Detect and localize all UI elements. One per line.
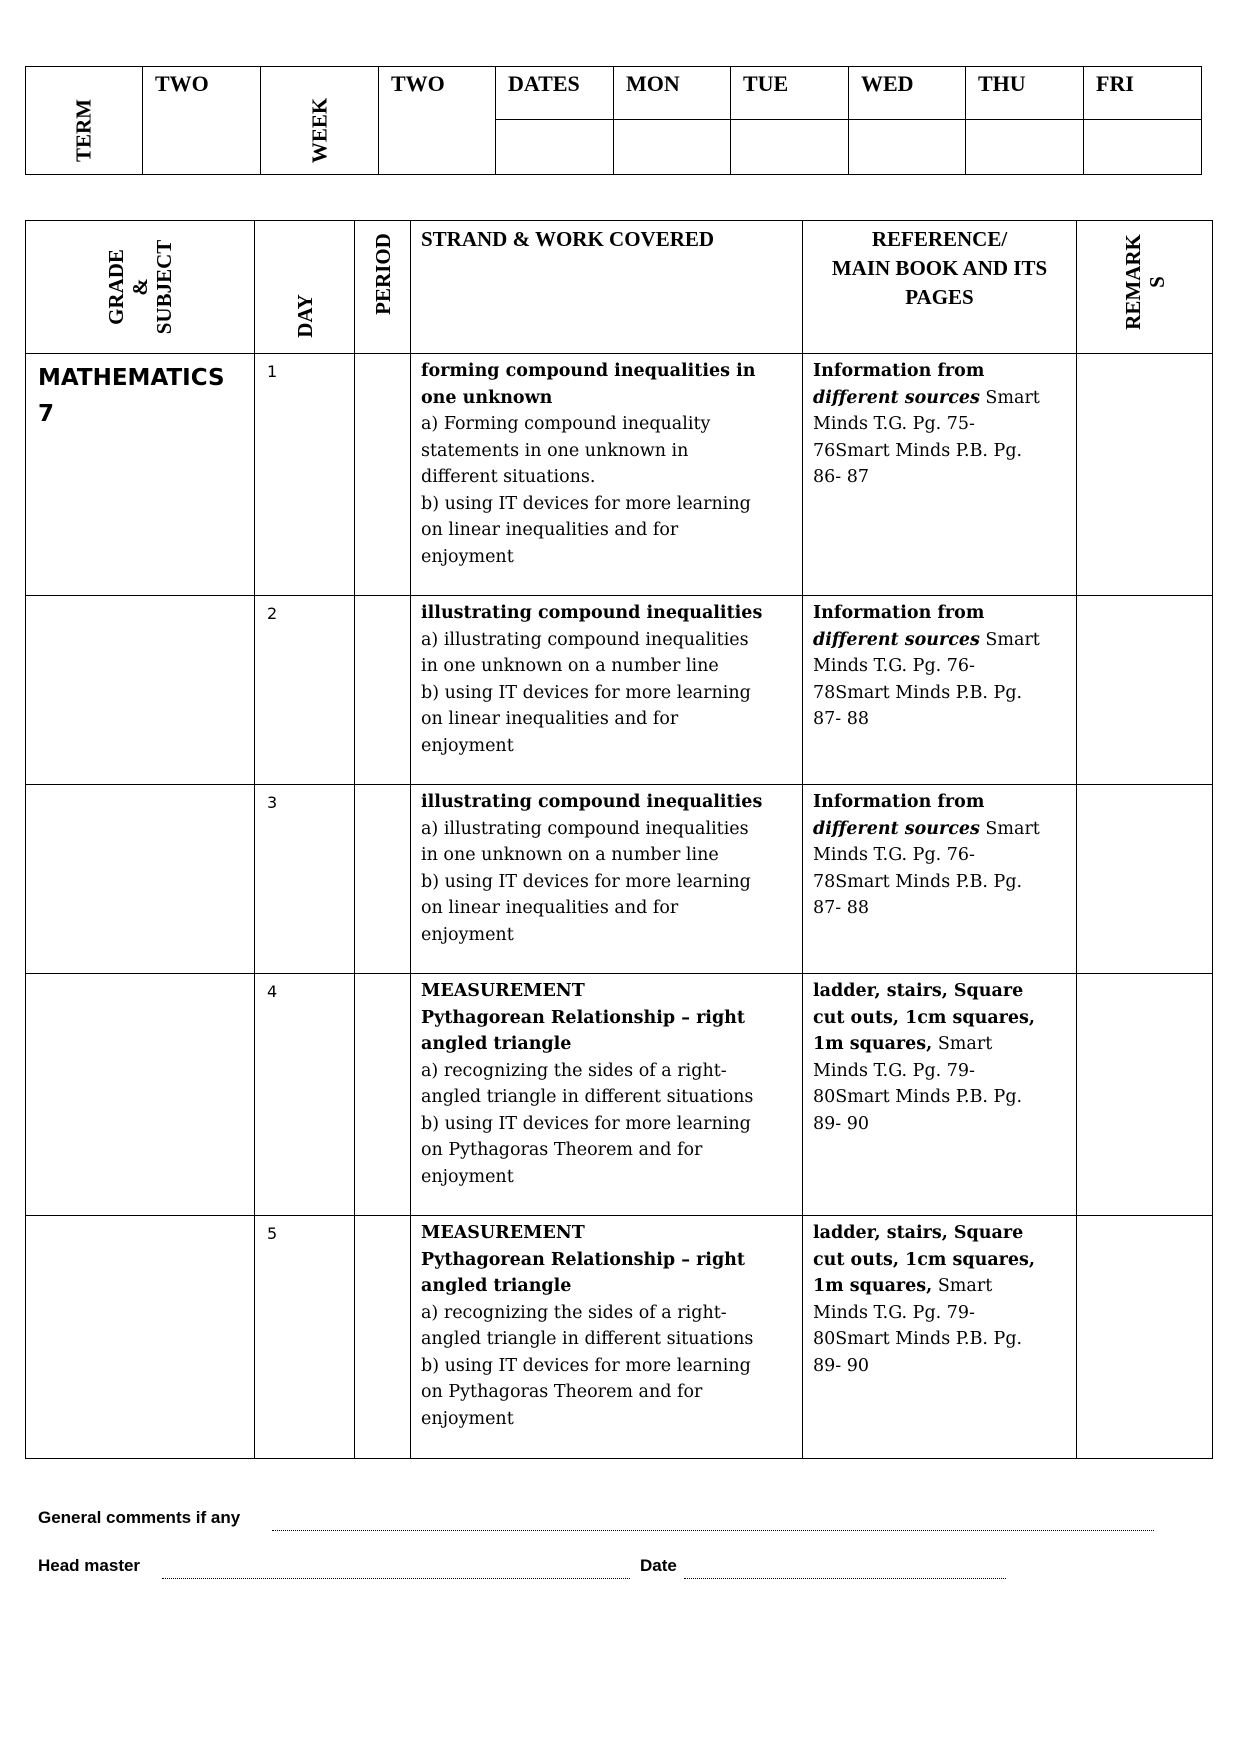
reference-resource-text: 1m squares, xyxy=(813,1034,933,1054)
reference-header-line2: MAIN BOOK AND ITS xyxy=(831,256,1048,280)
grade-header-text: GRADE xyxy=(104,249,128,325)
reference-source-italic: different sources xyxy=(813,387,980,408)
subject-cell[interactable] xyxy=(26,785,255,974)
reference-page-line: 89- 90 xyxy=(813,1113,870,1134)
reference-page-line: Minds T.G. Pg. 76- xyxy=(813,656,975,676)
reference-page-line: 89- 90 xyxy=(813,1355,870,1376)
remarks-cell[interactable] xyxy=(1077,354,1213,596)
week-label: WEEK xyxy=(307,97,331,164)
general-comments-label: General comments if any xyxy=(38,1508,241,1527)
day-cell xyxy=(255,354,355,596)
work-detail-line: a) Forming compound inequality xyxy=(421,414,711,434)
work-detail-line: in one unknown on a number line xyxy=(421,845,719,865)
work-detail-line: a) recognizing the sides of a right- xyxy=(421,1302,727,1323)
reference-page-line: 76Smart Minds P.B. Pg. xyxy=(813,440,1023,461)
term-value: TWO xyxy=(155,71,209,96)
period-cell[interactable] xyxy=(355,785,411,974)
date-mon-cell[interactable] xyxy=(614,120,731,175)
strand-header-text: STRAND & WORK COVERED xyxy=(421,227,715,251)
work-detail-line: different situations. xyxy=(421,467,596,487)
work-title-line: MEASUREMENT xyxy=(421,1223,585,1243)
period-cell[interactable] xyxy=(355,596,411,785)
day-number: 3 xyxy=(267,793,278,812)
remarks-header-line1: REMARK xyxy=(1120,233,1145,330)
reference-page-line: 80Smart Minds P.B. Pg. xyxy=(813,1087,1023,1107)
work-title-line: one unknown xyxy=(421,387,553,408)
work-title-line: MEASUREMENT xyxy=(421,981,585,1001)
work-title-line: Pythagorean Relationship – right xyxy=(421,1249,745,1270)
dates-label: DATES xyxy=(508,71,580,96)
reference-page-line: 78Smart Minds P.B. Pg. xyxy=(813,682,1023,703)
work-detail-line: enjoyment xyxy=(421,1408,514,1429)
work-detail-line: b) using IT devices for more learning xyxy=(421,871,751,892)
term-week-table xyxy=(25,66,1202,175)
reference-header-line1: REFERENCE/ xyxy=(871,227,1008,251)
reference-source-italic: different sources xyxy=(813,629,980,650)
work-covered-cell xyxy=(411,1216,803,1459)
day-wed-label: WED xyxy=(861,71,914,96)
work-covered-cell xyxy=(411,785,803,974)
reference-page-line: Minds T.G. Pg. 76- xyxy=(813,845,975,865)
day-header-wed xyxy=(849,67,966,120)
work-title-line: angled triangle xyxy=(421,1276,572,1296)
subject-cell xyxy=(26,354,255,596)
reference-book-text: Smart xyxy=(932,1034,993,1054)
reference-book-text: Smart xyxy=(932,1276,993,1296)
day-fri-label: FRI xyxy=(1096,71,1134,96)
work-detail-line: on linear inequalities and for xyxy=(421,898,679,918)
reference-page-line: Minds T.G. Pg. 75- xyxy=(813,414,975,434)
week-label-cell xyxy=(261,67,379,175)
work-detail-line: on linear inequalities and for xyxy=(421,709,679,729)
reference-page-line: 87- 88 xyxy=(813,898,870,918)
reference-header xyxy=(803,221,1077,354)
headmaster-label: Head master xyxy=(38,1556,141,1575)
reference-cell xyxy=(803,354,1077,596)
reference-source-line: Information from xyxy=(813,603,985,623)
lesson-row xyxy=(26,596,1213,785)
period-cell[interactable] xyxy=(355,1216,411,1459)
day-cell xyxy=(255,1216,355,1459)
day-cell xyxy=(255,596,355,785)
day-header-text: DAY xyxy=(292,294,317,338)
term-label: TERM xyxy=(71,99,96,162)
week-value-cell xyxy=(379,67,496,175)
work-detail-line: angled triangle in different situations xyxy=(421,1329,754,1349)
date-tue-cell[interactable] xyxy=(731,120,849,175)
day-number: 5 xyxy=(267,1224,278,1243)
reference-page-line: 86- 87 xyxy=(813,467,870,487)
reference-page-line: 87- 88 xyxy=(813,709,870,729)
day-thu-label: THU xyxy=(978,71,1026,96)
day-mon-label: MON xyxy=(626,71,680,96)
reference-page-line: Minds T.G. Pg. 79- xyxy=(813,1060,975,1081)
work-title-line: illustrating compound inequalities xyxy=(421,792,763,812)
term-label-cell xyxy=(26,67,143,175)
remarks-cell[interactable] xyxy=(1077,1216,1213,1459)
reference-book-text: Smart xyxy=(979,629,1040,650)
week-value: TWO xyxy=(391,71,445,96)
subject-cell[interactable] xyxy=(26,596,255,785)
day-number: 4 xyxy=(267,982,278,1001)
reference-resource-line: cut outs, 1cm squares, xyxy=(813,1007,1035,1028)
general-comments-line[interactable] xyxy=(272,1530,1154,1531)
reference-book-text: Smart xyxy=(979,818,1040,839)
work-title-line: Pythagorean Relationship – right xyxy=(421,1007,745,1028)
date-fri-cell[interactable] xyxy=(1084,120,1202,175)
period-cell[interactable] xyxy=(355,974,411,1216)
reference-resource-line: cut outs, 1cm squares, xyxy=(813,1249,1035,1270)
work-detail-line: a) recognizing the sides of a right- xyxy=(421,1060,727,1081)
period-cell[interactable] xyxy=(355,354,411,596)
reference-page-line: Minds T.G. Pg. 79- xyxy=(813,1302,975,1323)
day-header-mon xyxy=(614,67,731,120)
grade-subject-header xyxy=(26,221,255,354)
period-header-text: PERIOD xyxy=(370,232,395,315)
reference-cell xyxy=(803,974,1077,1216)
work-covered-cell xyxy=(411,354,803,596)
subject-grade: 7 xyxy=(38,401,55,427)
work-detail-line: b) using IT devices for more learning xyxy=(421,493,751,514)
period-header xyxy=(355,221,411,354)
remarks-header-line2: S xyxy=(1144,275,1169,288)
reference-header-line3: PAGES xyxy=(905,285,974,309)
work-detail-line: on Pythagoras Theorem and for xyxy=(421,1140,703,1160)
day-cell xyxy=(255,974,355,1216)
dates-value-cell[interactable] xyxy=(496,120,614,175)
reference-resource-line: ladder, stairs, Square xyxy=(813,981,1024,1001)
subject-name: MATHEMATICS xyxy=(38,365,225,391)
day-cell xyxy=(255,785,355,974)
reference-source-line: Information from xyxy=(813,361,985,381)
strand-header xyxy=(411,221,803,354)
remarks-cell[interactable] xyxy=(1077,974,1213,1216)
date-line[interactable] xyxy=(684,1578,1006,1579)
reference-book-text: Smart xyxy=(979,387,1040,408)
work-detail-line: enjoyment xyxy=(421,1166,514,1187)
day-tue-label: TUE xyxy=(743,71,789,96)
work-title-line: illustrating compound inequalities xyxy=(421,603,763,623)
term-value-cell xyxy=(143,67,261,175)
amp-header-text: & xyxy=(128,278,152,296)
lesson-row xyxy=(26,974,1213,1216)
reference-source-line: Information from xyxy=(813,792,985,812)
work-detail-line: on Pythagoras Theorem and for xyxy=(421,1382,703,1402)
day-header-thu xyxy=(966,67,1084,120)
work-detail-line: a) illustrating compound inequalities xyxy=(421,629,749,650)
lesson-row xyxy=(26,354,1213,596)
date-label: Date xyxy=(640,1556,677,1575)
subject-header-text: SUBJECT xyxy=(152,239,176,335)
work-covered-cell xyxy=(411,596,803,785)
headmaster-signature-line[interactable] xyxy=(162,1578,630,1579)
day-number: 1 xyxy=(267,362,278,381)
work-detail-line: statements in one unknown in xyxy=(421,440,689,461)
day-header-fri xyxy=(1084,67,1202,120)
day-header-tue xyxy=(731,67,849,120)
lesson-plan-table xyxy=(25,220,1213,1459)
work-detail-line: enjoyment xyxy=(421,546,514,567)
remarks-header xyxy=(1077,221,1213,354)
reference-source-italic: different sources xyxy=(813,818,980,839)
work-title-line: angled triangle xyxy=(421,1034,572,1054)
work-detail-line: b) using IT devices for more learning xyxy=(421,1113,751,1134)
reference-resource-text: 1m squares, xyxy=(813,1276,933,1296)
day-header xyxy=(255,221,355,354)
work-covered-cell xyxy=(411,974,803,1216)
work-detail-line: enjoyment xyxy=(421,735,514,756)
header-row xyxy=(26,221,1213,354)
subject-cell[interactable] xyxy=(26,974,255,1216)
date-wed-cell[interactable] xyxy=(849,120,966,175)
work-detail-line: enjoyment xyxy=(421,924,514,945)
dates-label-cell xyxy=(496,67,614,120)
work-detail-line: on linear inequalities and for xyxy=(421,520,679,540)
reference-page-line: 80Smart Minds P.B. Pg. xyxy=(813,1329,1023,1349)
work-detail-line: angled triangle in different situations xyxy=(421,1087,754,1107)
reference-page-line: 78Smart Minds P.B. Pg. xyxy=(813,871,1023,892)
work-detail-line: b) using IT devices for more learning xyxy=(421,1355,751,1376)
work-detail-line: b) using IT devices for more learning xyxy=(421,682,751,703)
date-thu-cell[interactable] xyxy=(966,120,1084,175)
work-detail-line: a) illustrating compound inequalities xyxy=(421,818,749,839)
reference-cell xyxy=(803,785,1077,974)
lesson-row xyxy=(26,785,1213,974)
lesson-row xyxy=(26,1216,1213,1459)
remarks-cell[interactable] xyxy=(1077,785,1213,974)
reference-cell xyxy=(803,1216,1077,1459)
work-title-line: forming compound inequalities in xyxy=(421,361,756,381)
subject-cell[interactable] xyxy=(26,1216,255,1459)
day-number: 2 xyxy=(267,604,278,623)
remarks-cell[interactable] xyxy=(1077,596,1213,785)
work-detail-line: in one unknown on a number line xyxy=(421,656,719,676)
reference-cell xyxy=(803,596,1077,785)
reference-resource-line: ladder, stairs, Square xyxy=(813,1223,1024,1243)
